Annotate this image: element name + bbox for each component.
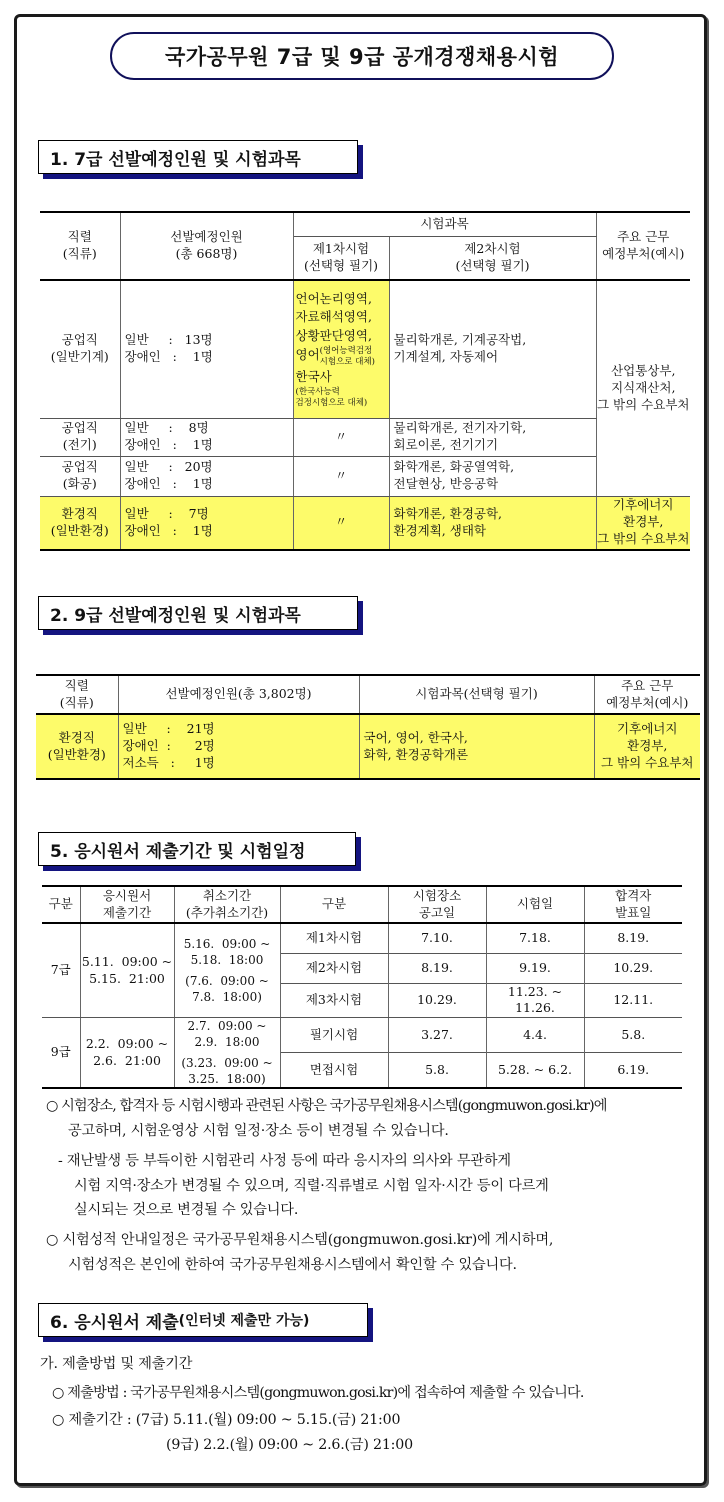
t1-header-first-exam: 제1차시험 (선택형 필기) <box>293 236 389 280</box>
t3-header-exam: 시험일 <box>486 886 584 923</box>
t1-quota-cell: 일반 : 20명 장애인 : 1명 <box>120 456 293 496</box>
t1-header-quota: 선발예정인원 (총 668명) <box>120 212 293 280</box>
table-row <box>42 923 682 953</box>
table-row <box>36 714 700 779</box>
t3-stage-cell: 제3차시험 <box>280 983 388 1018</box>
t3-grade9-label: 9급 <box>42 1018 80 1088</box>
t3-stage-cell: 제2차시험 <box>280 953 388 983</box>
t3-venue-cell: 5.8. <box>388 1053 486 1088</box>
table-row <box>40 280 690 418</box>
note-3-line-1: ○ 시험성적 안내일정은 국가공무원채용시스템(gongmuwon.gosi.kr)에 게시하며, <box>46 1232 554 1249</box>
t1-header-subjects: 시험과목 <box>293 212 596 236</box>
t1-second-exam-cell: 물리학개론, 전기자기학, 회로이론, 전기기기 <box>389 418 596 456</box>
t1-second-exam-cell: 화학개론, 환경공학, 환경계획, 생태학 <box>389 496 596 550</box>
t3-exam-cell: 11.23. ~ 11.26. <box>486 983 584 1018</box>
submission-heading: 가. 제출방법 및 제출기간 <box>40 1356 193 1372</box>
note-2-line-3: 실시되는 것으로 변경될 수 있습니다. <box>74 1202 299 1219</box>
t1-job-cell: 환경직 (일반환경) <box>40 496 120 550</box>
t1-quota-cell: 일반 : 7명 장애인 : 1명 <box>120 496 293 550</box>
table-row <box>40 418 690 456</box>
table-row <box>40 496 690 550</box>
grade9-quota-table <box>36 674 700 780</box>
t3-header-venue: 시험장소 공고일 <box>388 886 486 923</box>
t3-venue-cell: 7.10. <box>388 923 486 953</box>
t1-dept-industry-cell: 산업통상부, 지식재산처, 그 밖의 수요부처 <box>596 280 690 496</box>
t3-result-cell: 6.19. <box>584 1053 682 1088</box>
t3-exam-cell: 5.28. ~ 6.2. <box>486 1053 584 1088</box>
submission-block <box>40 1352 700 1457</box>
t3-result-cell: 12.11. <box>584 983 682 1018</box>
schedule-notes <box>46 1094 696 1278</box>
t3-stage-cell: 제1차시험 <box>280 923 388 953</box>
t1-header-job: 직렬 (직류) <box>40 212 120 280</box>
t2-dept-cell: 기후에너지 환경부, 그 밖의 수요부처 <box>594 714 700 779</box>
t3-exam-cell: 7.18. <box>486 923 584 953</box>
t1-ditto-cell: 〃 <box>293 456 389 496</box>
t3-stage-cell: 필기시험 <box>280 1018 388 1053</box>
table-row <box>42 1018 682 1053</box>
table-row <box>40 456 690 496</box>
section-6-title: 6. 응시원서 제출 <box>50 1312 179 1333</box>
t2-header-quota: 선발예정인원(총 3,802명) <box>118 675 359 714</box>
t2-quota-cell: 일반 : 21명 장애인 : 2명 저소득 : 1명 <box>118 714 359 779</box>
t1-second-exam-cell: 화학개론, 화공열역학, 전달현상, 반응공학 <box>389 456 596 496</box>
t2-header-subjects: 시험과목(선택형 필기) <box>359 675 594 714</box>
t1-job-cell: 공업직 (일반기계) <box>40 280 120 418</box>
submission-method: ○ 제출방법 : 국가공무원채용시스템(gongmuwon.gosi.kr)에 접속하여 제출할 수 있습니다. <box>52 1384 584 1401</box>
t1-quota-cell: 일반 : 13명 장애인 : 1명 <box>120 280 293 418</box>
t3-stage-cell: 면접시험 <box>280 1053 388 1088</box>
schedule-table <box>42 885 682 1089</box>
t1-ditto-cell: 〃 <box>293 496 389 550</box>
t1-header-dept: 주요 근무 예정부처(예시) <box>596 212 690 280</box>
t1-ditto-cell: 〃 <box>293 418 389 456</box>
page-title: 국가공무원 7급 및 9급 공개경쟁채용시험 <box>110 32 614 80</box>
t1-header-second-exam: 제2차시험 (선택형 필기) <box>389 236 596 280</box>
note-2-line-2: 시험 지역·장소가 변경될 수 있으며, 직렬·직류별로 시험 일자·시간 등이 다르게 <box>74 1177 549 1194</box>
t1-dept-env-cell: 기후에너지 환경부, 그 밖의 수요부처 <box>596 496 690 550</box>
t3-result-cell: 10.29. <box>584 953 682 983</box>
t1-job-cell: 공업직 (전기) <box>40 418 120 456</box>
t3-exam-cell: 9.19. <box>486 953 584 983</box>
t3-grade9-apply: 2.2. 09:00 ~ 2.6. 21:00 <box>80 1018 174 1088</box>
submission-period-9: (9급) 2.2.(월) 09:00 ~ 2.6.(금) 21:00 <box>166 1436 413 1453</box>
t3-grade7-cancel: 5.16. 09:00 ~ 5.18. 18:00 (7.6. 09:00 ~ 7.8. 18:00) <box>174 923 280 1018</box>
t3-result-cell: 8.19. <box>584 923 682 953</box>
t1-second-exam-cell: 물리학개론, 기계공작법, 기계설계, 자동제어 <box>389 280 596 418</box>
t2-header-job: 직렬 (직류) <box>36 675 118 714</box>
t3-exam-cell: 4.4. <box>486 1018 584 1053</box>
submission-period-7: ○ 제출기간 : (7급) 5.11.(월) 09:00 ~ 5.15.(금) 21:00 <box>52 1411 401 1428</box>
t1-job-cell: 공업직 (화공) <box>40 456 120 496</box>
note-1-line-2: 공고하며, 시험운영상 시험 일정·장소 등이 변경될 수 있습니다. <box>68 1122 449 1139</box>
t3-header-group: 구분 <box>42 886 80 923</box>
section-1-heading: 1. 7급 선발예정인원 및 시험과목 <box>38 140 358 174</box>
t2-header-dept: 주요 근무 예정부처(예시) <box>594 675 700 714</box>
t3-header-apply: 응시원서 제출기간 <box>80 886 174 923</box>
t3-result-cell: 5.8. <box>584 1018 682 1053</box>
grade7-quota-table <box>40 211 690 551</box>
t3-venue-cell: 10.29. <box>388 983 486 1018</box>
note-3-line-2: 시험성적은 본인에 한하여 국가공무원채용시스템에서 확인할 수 있습니다. <box>68 1257 517 1274</box>
section-2-heading: 2. 9급 선발예정인원 및 시험과목 <box>38 596 358 630</box>
section-6-heading <box>38 1303 368 1337</box>
note-2-line-1: - 재난발생 등 부득이한 시험관리 사정 등에 따라 응시자의 의사와 무관하게 <box>58 1152 511 1169</box>
t2-subjects-cell: 국어, 영어, 한국사, 화학, 환경공학개론 <box>359 714 594 779</box>
t1-quota-cell: 일반 : 8명 장애인 : 1명 <box>120 418 293 456</box>
section-5-heading: 5. 응시원서 제출기간 및 시험일정 <box>38 832 356 866</box>
t3-grade9-cancel: 2.7. 09:00 ~ 2.9. 18:00 (3.23. 09:00 ~ 3.25. 18:00) <box>174 1018 280 1088</box>
t3-header-cancel: 취소기간 (추가취소기간) <box>174 886 280 923</box>
t2-job-cell: 환경직 (일반환경) <box>36 714 118 779</box>
t3-venue-cell: 8.19. <box>388 953 486 983</box>
section-6-subtitle: (인터넷 제출만 가능) <box>178 1313 310 1329</box>
note-1-line-1: ○ 시험장소, 합격자 등 시험시행과 관련된 사항은 국가공무원채용시스템(gongmuwon.gosi.kr)에 <box>46 1098 607 1114</box>
t3-header-result: 합격자 발표일 <box>584 886 682 923</box>
t1-first-exam-cell: 언어논리영역, 자료해석영역, 상황판단영역, 영어(영어능력검정 시험으로 대체) 한국사(한국사능력 검정시험으로 대체) <box>293 280 389 418</box>
t3-header-stage: 구분 <box>280 886 388 923</box>
t3-grade7-apply: 5.11. 09:00 ~ 5.15. 21:00 <box>80 923 174 1018</box>
t3-venue-cell: 3.27. <box>388 1018 486 1053</box>
t3-grade7-label: 7급 <box>42 923 80 1018</box>
